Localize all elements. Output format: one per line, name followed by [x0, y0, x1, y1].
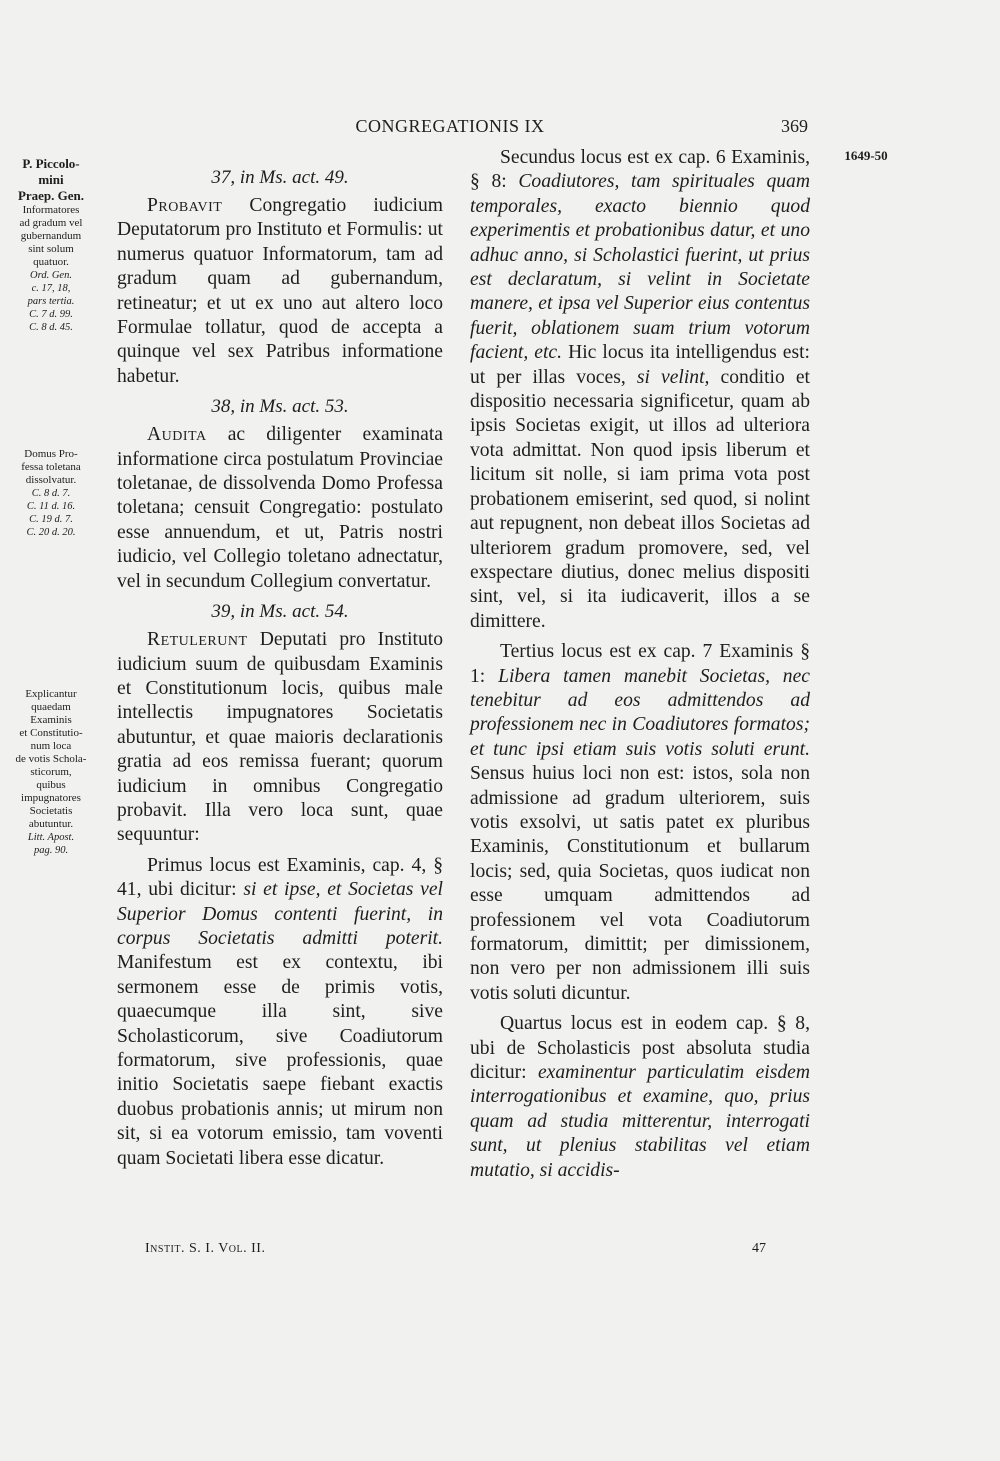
- margin-ref-line: C. 20 d. 20.: [26, 527, 76, 538]
- paragraph-38: [117, 423, 443, 594]
- margin-text-line: abutuntur.: [28, 818, 74, 830]
- section-heading-39: 39, in Ms. act. 54.: [211, 601, 349, 623]
- paragraph-text: conditio et dispositio necessaria significetur, quam ab ipsis Societas exigit, ut illos ad ulteriora vota admittat. Non quod ipsis liberum et licitum sit nolle, si iam prima vota post probationem emiserint, sed quod, si nolint aut repugnent, non debeat illos Societas ad ulteriorem gradum promovere, sed, vel exspectare diutius, donec melius dispositi sint, vel, si ita iudicaverit, illos a se dimittere.: [470, 366, 810, 632]
- paragraph-primus-locus: [117, 854, 443, 1171]
- paragraph-text: Tertius locus est ex cap. 7 Examinis § 1:: [470, 641, 810, 687]
- margin-ref-line: Litt. Apost.: [27, 832, 75, 843]
- margin-ref-line: Ord. Gen.: [30, 270, 72, 281]
- margin-text-line: quaedam: [31, 701, 71, 713]
- margin-text-line: Examinis: [30, 714, 72, 726]
- margin-text-line: Societatis: [29, 805, 73, 817]
- paragraph-text: Primus locus est Examinis, cap. 4, § 41, ubi dicitur:: [117, 854, 443, 901]
- paragraph-tertius-locus: [470, 640, 810, 1006]
- margin-name-line: mini: [38, 172, 64, 187]
- margin-years: 1649-50: [844, 148, 888, 163]
- quotation: si velint,: [636, 366, 710, 388]
- margin-text-line: quibus: [36, 779, 66, 791]
- margin-text-line: ad gradum vel: [19, 217, 83, 229]
- running-title: CONGREGATIONIS IX: [355, 116, 545, 136]
- paragraph-39: [117, 628, 443, 848]
- left-column: [117, 146, 443, 1171]
- margin-ref-line: pag. 90.: [33, 845, 69, 856]
- margin-text-line: quatuor.: [33, 256, 69, 268]
- margin-text-line: impugnatores: [21, 792, 81, 804]
- lead-word: Audita: [147, 424, 207, 446]
- margin-text-line: et Constitutio-: [19, 727, 83, 739]
- margin-ref-line: C. 8 d. 7.: [31, 488, 71, 499]
- signature-mark: 47: [752, 1241, 766, 1256]
- right-column: [470, 146, 810, 1183]
- margin-note-domus-professa: [6, 448, 96, 539]
- paragraph-text: Hic locus ita intelligendus est: ut per illas voces,: [470, 342, 810, 388]
- paragraph-text: Deputati pro Instituto iudicium suum de quibusdam Examinis et Constitutionum locis, quibus male intellectis impugnatores Societatis abutuntur, et quae maioris declarationis gratia ad eos remissa fuerant; quorum iudicium in omnibus Congregatio probavit. Illa vero loca sunt, quae sequuntur:: [117, 629, 443, 846]
- paragraph-quartus-locus: [470, 1012, 810, 1183]
- page-header: [0, 116, 1000, 140]
- margin-text-line: dissolvatur.: [25, 474, 77, 486]
- margin-text-line: de votis Schola-: [15, 753, 87, 765]
- margin-ref-line: c. 17, 18,: [31, 283, 71, 294]
- paragraph-text: Sensus huius loci non est: istos, sola non admissione ad gradum ulteriorem, suis votis exsolvi, ut satis patet ex pluribus Examinis, Constitutionum et bullarum locis; sed, quia Societas, quos iudicat non esse umquam admittendos ad professionem vel vota Coadiutorum formatorum, dimittit; per dimissionem, non vero per non admissionem illi suis votis soluti dicuntur.: [470, 763, 810, 1004]
- margin-text-line: num loca: [30, 740, 72, 752]
- margin-note-piccolomini: [6, 156, 96, 334]
- quotation: si et ipse, et Societas vel Superior Domus contenti fuerint, in corpus Societatis admitti poterit.: [117, 879, 443, 949]
- margin-ref-line: pars tertia.: [27, 296, 75, 307]
- margin-ref-line: C. 8 d. 45.: [29, 322, 73, 333]
- section-heading-38: 38, in Ms. act. 53.: [211, 396, 349, 418]
- margin-text-line: Explicantur: [25, 688, 77, 700]
- margin-text-line: gubernandum: [20, 230, 82, 242]
- margin-note-explicantur: [6, 688, 96, 857]
- page-number: 369: [781, 116, 808, 136]
- quotation: Coadiutores, tam spirituales quam temporales, exacto biennio quod experimentis et probationibus datur, et uno adhuc anno, si Scholastici fuerint, ut prius est declaratum, si velint in Societate manere, et ipsa vel Superior eius contentus fuerit, oblationem suam trium votorum facient, etc.: [470, 171, 810, 364]
- quotation: examinentur particulatim eisdem interrogationibus et examine, quo, prius quam ad studia mitterentur, interrogati sunt, ut plenius stabilitas vel etiam mutatio, si accidis-: [470, 1062, 810, 1181]
- margin-name-line: P. Piccolo-: [22, 156, 80, 171]
- paragraph-text: ac diligenter examinata informatione circa postulatum Provinciae toletanae, de dissolvenda Domo Professa toletana; censuit Congregatio: postulato esse annuendum, et ut, Patris nostri iudicio, vel Collegio toletano adnectatur, vel in secundum Collegium convertatur.: [117, 424, 443, 592]
- paragraph-text: Congregatio iudicium Deputatorum pro Instituto et Formulis: ut numerus quatuor Informatorum, tam ad gradum quam ad gubernandum, retineatur; et ut ex uno aut altero loco Formulae tollatur, quod de accepta a quinque vel sex Patribus informatione habetur.: [117, 195, 443, 387]
- margin-name-line: Praep. Gen.: [17, 188, 85, 203]
- paragraph-secundus-locus: [470, 146, 810, 634]
- margin-text-line: fessa toletana: [21, 461, 81, 473]
- quotation: Libera tamen manebit Societas, nec tenebitur ad eos admittendos ad professionem nec in Coadiutores formatos; et tunc ipsi etiam suis votis soluti erunt.: [470, 665, 810, 760]
- volume-footer: Instit. S. I. Vol. II.: [145, 1241, 266, 1256]
- paragraph-text: Secundus locus est ex cap. 6 Examinis, § 8:: [470, 147, 810, 193]
- margin-text-line: Informatores: [22, 204, 80, 216]
- margin-ref-line: C. 7 d. 99.: [29, 309, 73, 320]
- lead-word: Retulerunt: [147, 629, 248, 651]
- margin-ref-line: C. 11 d. 16.: [26, 501, 76, 512]
- margin-text-line: sticorum,: [30, 766, 72, 778]
- paragraph-text: Manifestum est ex contextu, ibi sermonem esse de primis votis, quaecumque illa sint, sive Scholasticorum, sive Coadiutorum formatorum, sive professionis, quae initio Societatis saepe fiebant exactis duobus probationis annis; ut mirum non sit, si ea votorum emissio, tam voventi quam Societati libera esse dicatur.: [117, 952, 443, 1169]
- margin-text-line: sint solum: [28, 243, 74, 255]
- paragraph-text: Quartus locus est in eodem cap. § 8, ubi de Scholasticis post absoluta studia dicitur:: [470, 1013, 810, 1084]
- paragraph-37: [117, 194, 443, 389]
- lead-word: Probavit: [147, 195, 223, 216]
- section-heading-37: 37, in Ms. act. 49.: [211, 167, 349, 188]
- margin-ref-line: C. 19 d. 7.: [29, 514, 73, 525]
- margin-text-line: Domus Pro-: [24, 448, 78, 460]
